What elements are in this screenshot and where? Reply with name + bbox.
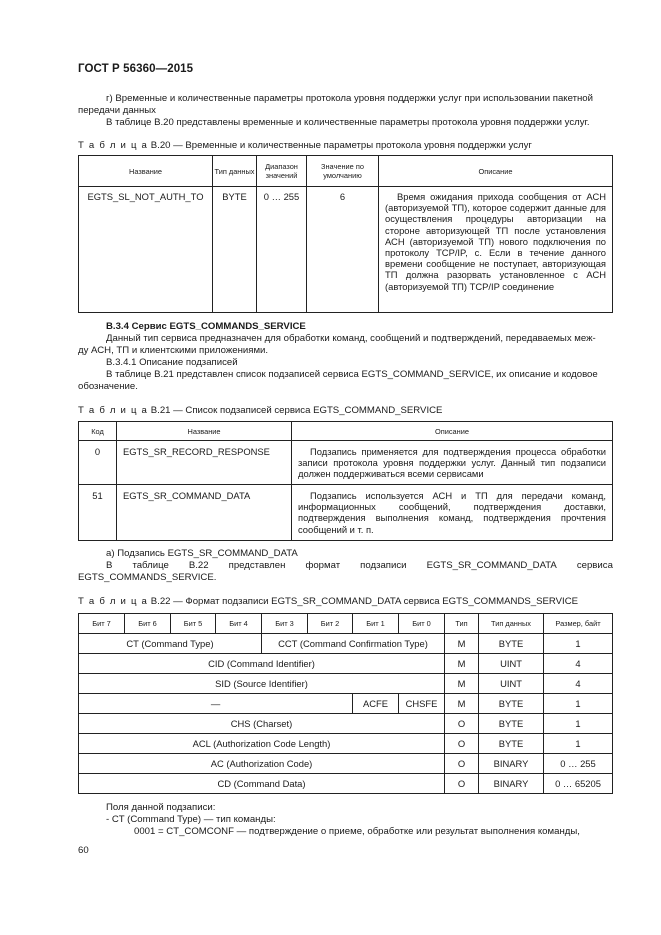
caption-prefix: Т а б л и ц а — [78, 140, 149, 151]
fields-ct-line: - CT (Command Type) — тип команды: — [106, 814, 276, 825]
table-b20-caption — [78, 140, 532, 151]
cell-field: CHS (Charset) — [79, 714, 445, 734]
col-header-type: Тип данных — [213, 156, 257, 187]
cell-size: 0 … 65205 — [544, 774, 613, 794]
word: В — [106, 560, 113, 571]
cell-type: M — [445, 634, 479, 654]
table-row — [79, 694, 613, 714]
col-header-range: Диапазон значений — [257, 156, 307, 187]
cell-data-type: UINT — [479, 654, 544, 674]
table-b22-reference-line2: EGTS_COMMANDS_SERVICE. — [78, 572, 217, 583]
table-row — [79, 654, 613, 674]
col-header-bit5: Бит 5 — [171, 614, 216, 634]
fields-title: Поля данной подзаписи: — [106, 802, 216, 813]
cell-code: 0 — [79, 441, 117, 485]
cell-field: SID (Source Identifier) — [79, 674, 445, 694]
col-header-bit6: Бит 6 — [125, 614, 171, 634]
cell-ct: CT (Command Type) — [79, 634, 262, 654]
cell-type: O — [445, 714, 479, 734]
subsection-title: В.3.4.1 Описание подзаписей — [106, 357, 238, 368]
table-b20-reference: В таблице В.20 представлены временные и количественные параметры протокола уровня поддержки услуг. — [106, 117, 590, 128]
cell-description: Подзапись используется АСН и ТП для передачи команд, информационных сообщений, подтверждения доставки, подтверждения выполнения команд, подтверждения прочтения сообщений и т. п. — [292, 485, 613, 541]
cell-size: 1 — [544, 714, 613, 734]
table-header-row — [79, 156, 613, 187]
cell-size: 0 … 255 — [544, 754, 613, 774]
col-header-name: Название — [79, 156, 213, 187]
cell-acfe: ACFE — [353, 694, 399, 714]
cell-type: BYTE — [213, 187, 257, 313]
table-b22 — [78, 613, 613, 794]
cell-field: AC (Authorization Code) — [79, 754, 445, 774]
cell-name: EGTS_SL_NOT_AUTH_TO — [79, 187, 213, 313]
col-header-bit3: Бит 3 — [262, 614, 308, 634]
item-g-text: г) Временные и количественные параметры протокола уровня поддержки услуг при использовании пакетной — [106, 93, 594, 104]
table-row — [79, 754, 613, 774]
cell-code: 51 — [79, 485, 117, 541]
table-header-row — [79, 614, 613, 634]
cell-field: ACL (Authorization Code Length) — [79, 734, 445, 754]
caption-prefix: Т а б л и ц а — [78, 405, 149, 416]
cell-default: 6 — [307, 187, 379, 313]
section-para1-line2: ду АСН, ТП и клиентскими приложениями. — [78, 345, 269, 356]
table-b22-caption — [78, 596, 578, 607]
table-row — [79, 187, 613, 313]
cell-field: CD (Command Data) — [79, 774, 445, 794]
word: EGTS_SR_COMMAND_DATA — [426, 560, 557, 571]
cell-type: O — [445, 734, 479, 754]
cell-range: 0 … 255 — [257, 187, 307, 313]
cell-cct: CCT (Command Confirmation Type) — [262, 634, 445, 654]
col-header-bit7: Бит 7 — [79, 614, 125, 634]
table-b22-reference-line — [106, 560, 613, 572]
section-para1-line1: Данный тип сервиса предназначен для обработки команд, сообщений и подтверждений, передаваемых меж- — [106, 333, 596, 344]
cell-chsfe: CHSFE — [399, 694, 445, 714]
table-b20 — [78, 155, 613, 313]
col-header-type: Тип — [445, 614, 479, 634]
table-row — [79, 714, 613, 734]
table-row — [79, 441, 613, 485]
cell-size: 1 — [544, 734, 613, 754]
table-b21 — [78, 421, 613, 541]
cell-field: CID (Command Identifier) — [79, 654, 445, 674]
table-header-row — [79, 422, 613, 441]
cell-type: O — [445, 774, 479, 794]
cell-description: Подзапись применяется для подтверждения процесса обработки записи протокола уровня поддержки услуг. Данный тип подзаписи должен поддерживаться всеми сервисами — [292, 441, 613, 485]
word: В.22 — [188, 560, 209, 571]
cell-data-type: BINARY — [479, 754, 544, 774]
table-row — [79, 674, 613, 694]
col-header-bit0: Бит 0 — [399, 614, 445, 634]
col-header-bit1: Бит 1 — [353, 614, 399, 634]
caption-prefix: Т а б л и ц а — [78, 596, 149, 607]
caption-text: В.21 — Список подзаписей сервиса EGTS_COMMAND_SERVICE — [150, 405, 443, 416]
cell-type: M — [445, 654, 479, 674]
page-number: 60 — [78, 845, 89, 856]
word: представлен — [228, 560, 286, 571]
section-para2-line1: В таблице В.21 представлен список подзаписей сервиса EGTS_COMMAND_SERVICE, их описание и кодовое — [106, 369, 598, 380]
caption-text: В.20 — Временные и количественные параметры протокола уровня поддержки услуг — [150, 140, 532, 151]
cell-dash: — — [79, 694, 353, 714]
col-header-name: Название — [117, 422, 292, 441]
section-para2-line2: обозначение. — [78, 381, 138, 392]
cell-size: 4 — [544, 674, 613, 694]
cell-size: 4 — [544, 654, 613, 674]
cell-data-type: BYTE — [479, 734, 544, 754]
cell-data-type: BYTE — [479, 714, 544, 734]
cell-size: 1 — [544, 694, 613, 714]
cell-data-type: BYTE — [479, 694, 544, 714]
col-header-bit4: Бит 4 — [216, 614, 262, 634]
item-a-text: а) Подзапись EGTS_SR_COMMAND_DATA — [106, 548, 298, 559]
col-header-description: Описание — [292, 422, 613, 441]
col-header-data-type: Тип данных — [479, 614, 544, 634]
word: сервиса — [576, 560, 613, 571]
cell-type: M — [445, 694, 479, 714]
word: формат — [305, 560, 341, 571]
caption-text: В.22 — Формат подзаписи EGTS_SR_COMMAND_DATA сервиса EGTS_COMMANDS_SERVICE — [150, 596, 579, 607]
section-title: В.3.4 Сервис EGTS_COMMANDS_SERVICE — [106, 321, 306, 332]
col-header-code: Код — [79, 422, 117, 441]
cell-name: EGTS_SR_COMMAND_DATA — [117, 485, 292, 541]
cell-name: EGTS_SR_RECORD_RESPONSE — [117, 441, 292, 485]
document-header: ГОСТ Р 56360—2015 — [78, 63, 194, 75]
table-row — [79, 734, 613, 754]
col-header-description: Описание — [379, 156, 613, 187]
item-g-continuation: передачи данных — [78, 105, 156, 116]
word: таблице — [132, 560, 169, 571]
fields-ct-0001: 0001 = CT_COMCONF — подтверждение о приеме, обработке или результат выполнения команды, — [134, 826, 580, 837]
col-header-bit2: Бит 2 — [308, 614, 353, 634]
table-row — [79, 634, 613, 654]
cell-data-type: BINARY — [479, 774, 544, 794]
cell-data-type: BYTE — [479, 634, 544, 654]
cell-type: O — [445, 754, 479, 774]
cell-type: M — [445, 674, 479, 694]
table-row — [79, 485, 613, 541]
cell-description: Время ожидания прихода сообщения от АСН (авторизуемой ТП), которое содержит данные для осуществления процедуры авторизации на стороне авторизующей ТП после установления АСН (авторизуемой ТП) нового подключения по протоколу TCP/IP, с. Если в течение данного времени сообщение не поступает, авторизующая ТП должна разорвать установленное с АСН (авторизуемой ТП) TCP/IP соединение — [379, 187, 613, 313]
table-b21-caption — [78, 405, 442, 416]
col-header-size: Размер, байт — [544, 614, 613, 634]
table-row — [79, 774, 613, 794]
cell-data-type: UINT — [479, 674, 544, 694]
word: подзаписи — [360, 560, 407, 571]
col-header-default: Значение по умолчанию — [307, 156, 379, 187]
cell-size: 1 — [544, 634, 613, 654]
